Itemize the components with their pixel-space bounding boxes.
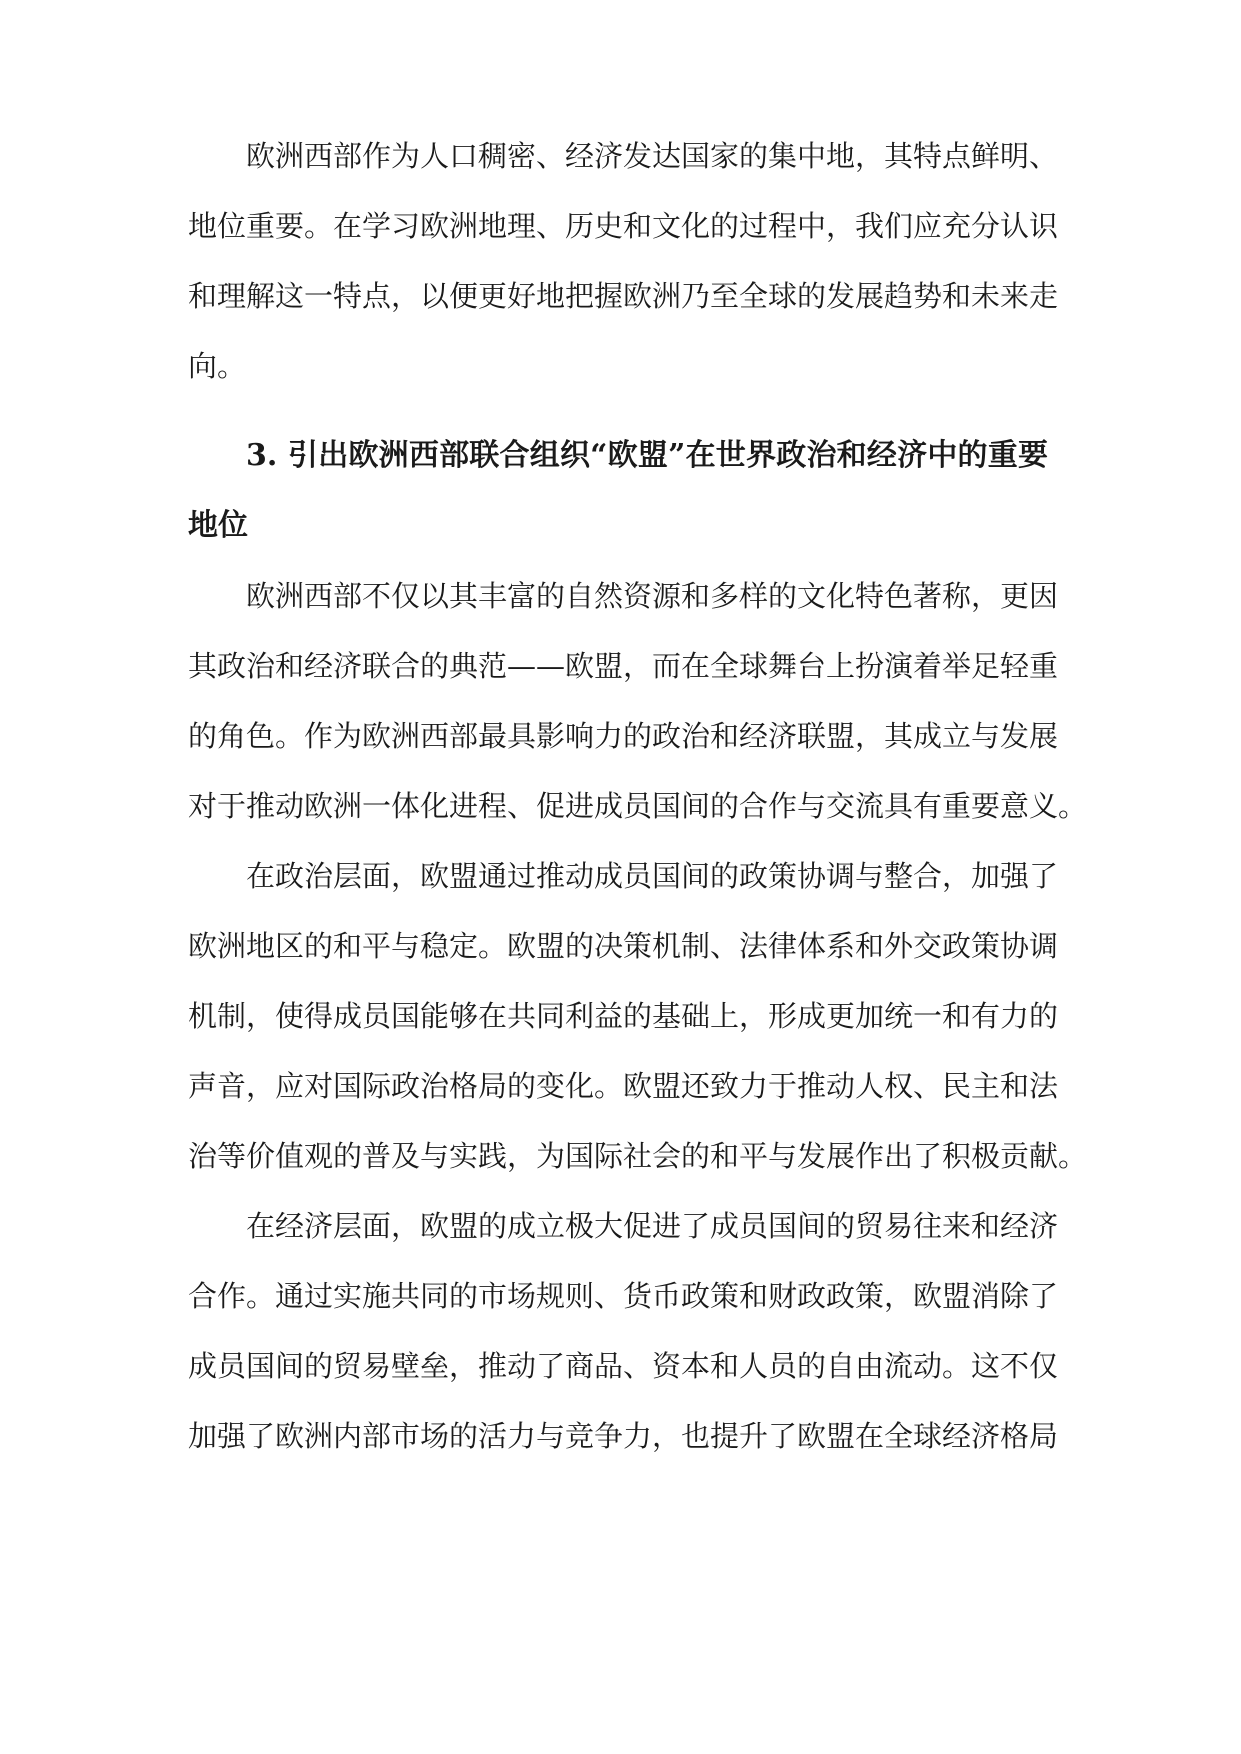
text-line: 欧洲西部不仅以其丰富的自然资源和多样的文化特色著称，更因 [246,579,1059,613]
text-line: 机制，使得成员国能够在共同利益的基础上，形成更加统一和有力的 [188,999,1059,1033]
text-line: 对于推动欧洲一体化进程、促进成员国间的合作与交流具有重要意义。 [188,789,1088,823]
text-line: 欧洲地区的和平与稳定。欧盟的决策机制、法律体系和外交政策协调 [188,929,1059,963]
text-line: 和理解这一特点，以便更好地把握欧洲乃至全球的发展趋势和未来走 [188,279,1059,313]
text-line: 合作。通过实施共同的市场规则、货币政策和财政政策，欧盟消除了 [188,1279,1059,1313]
text-line: 治等价值观的普及与实践，为国际社会的和平与发展作出了积极贡献。 [188,1139,1088,1173]
text-line: 声音，应对国际政治格局的变化。欧盟还致力于推动人权、民主和法 [188,1069,1059,1103]
text-line: 地位重要。在学习欧洲地理、历史和文化的过程中，我们应充分认识 [188,209,1059,243]
text-line: 向。 [188,349,247,383]
heading-line: 地位 [188,508,248,543]
text-line: 加强了欧洲内部市场的活力与竞争力，也提升了欧盟在全球经济格局 [188,1419,1059,1453]
text-line: 欧洲西部作为人口稠密、经济发达国家的集中地，其特点鲜明、 [246,139,1059,173]
text-line: 成员国间的贸易壁垒，推动了商品、资本和人员的自由流动。这不仅 [188,1349,1059,1383]
text-line: 其政治和经济联合的典范——欧盟，而在全球舞台上扮演着举足轻重 [188,649,1059,683]
text-line: 的角色。作为欧洲西部最具影响力的政治和经济联盟，其成立与发展 [188,719,1059,753]
text-line: 在政治层面，欧盟通过推动成员国间的政策协调与整合，加强了 [246,859,1059,893]
heading-line: 3. 引出欧洲西部联合组织“欧盟”在世界政治和经济中的重要 [246,438,1048,473]
text-line: 在经济层面，欧盟的成立极大促进了成员国间的贸易往来和经济 [246,1209,1059,1243]
